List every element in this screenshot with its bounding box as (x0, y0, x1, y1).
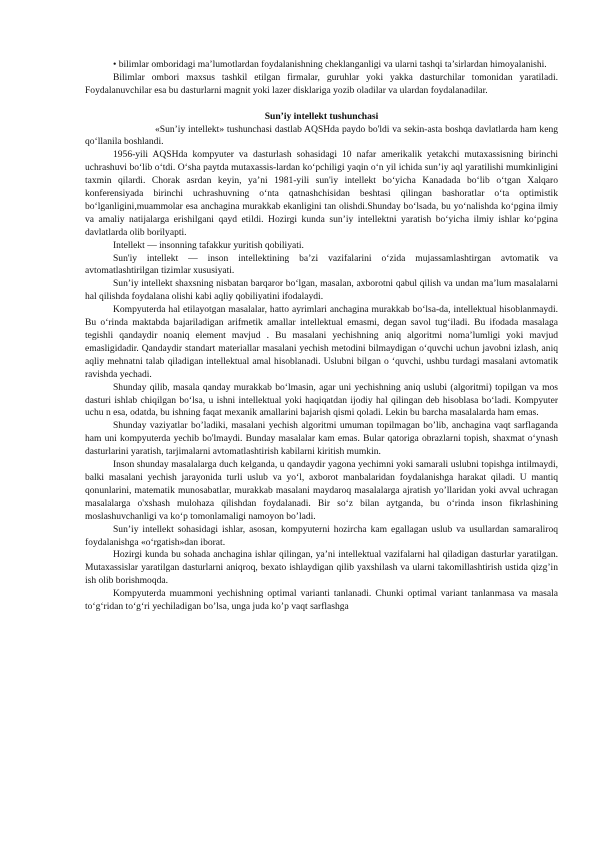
body-paragraph: Hozirgi kunda bu sohada anchagina ishlar qilingan, ya’ni intellektual vazifalarni hal qiladigan dasturlar yaratilgan. Mutaxassislar yaratilgan dasturlarni aniqroq, bexato ishlaydigan qilib yaxshilash va ularni takomillashtirish ustida qizg’in ish olib borishmoqda. (85, 549, 558, 587)
body-paragraph: Shunday vaziyatlar bo’ladiki, masalani yechish algoritmi umuman topilmagan bo’lib, anchagina vaqt sarflaganda ham uni kompyuterda yechib bo'lmaydi. Bunday masalalar kam emas. Bular qatoriga obrazlarni topish, shaxmat o‘ynash dasturlarini yaratish, tarjimalarni avtomatlashtirish kabilarni kiritish mumkin. (85, 420, 558, 458)
intro-paragraph: • bilimlar omboridagi ma’lumotlardan foydalanishning cheklanganligi va ularni tashqi ta’sirlardan himoyalanishi. (113, 59, 547, 70)
body-paragraph: Sun’iy intellekt sohasidagi ishlar, asosan, kompyuterni hozircha kam egallagan uslub va usullardan samaraliroq foydalanishga «o‘rgatish»dan iborat. (85, 523, 558, 548)
body-paragraph: «Sun’iy intellekt» tushunchasi dastlab AQSHda paydo bo'ldi va sekin-asta boshqa davlatlarda ham keng qo‘llanila boshlandi. (85, 123, 558, 148)
body-paragraph: Shunday qilib, masala qanday murakkab bo‘lmasin, agar uni yechishning aniq uslubi (algoritmi) topilgan va mos dasturi ishlab chiqilgan bo‘lsa, u ishni intellektual yoki haqiqatdan ijodiy hal qilingan deb hisoblasa bo‘ladi. Kompyuter uchu n esa, odatda, bu ishning faqat mexanik amallarini bajarish qismi qoladi. Lekin bu barcha masalalarda ham emas. (85, 381, 558, 419)
section-title: Sun’iy intellekt tushunchasi (264, 110, 379, 122)
body-paragraph: Intellekt — insonning tafakkur yuritish qobiliyati. (113, 239, 304, 251)
section-spacer (85, 98, 558, 111)
body-paragraph: Kompyuterda muammoni yechishning optimal varianti tanlanadi. Chunki optimal variant tanlanmasa va masala to‘g‘ridan to‘g‘ri yechiladigan bo’lsa, unga juda ko’p vaqt sarflashga (85, 588, 558, 613)
body-paragraph: Sun’iy intellekt shaxsning nisbatan barqaror bo‘lgan, masalan, axborotni qabul qilish va undan ma’lum masalalarni hal qilishda foydalana olishi kabi aqliy qobiliyatini ifodalaydi. (85, 278, 558, 303)
body-paragraph: Kompyuterda hal etilayotgan masalalar, hatto ayrimlari anchagina murakkab bo‘lsa-da, intellektual hisoblanmaydi. Bu o‘rinda maktabda bajariladigan arifmetik amallar intellektual emasmi, degan savol tug‘iladi. Bu ifodada masalaga tegishli qandaydir noaniq element mavjud . Bu masalani yechishning aniq algoritmi noma’lumligi yoki mavjud emasligidadir. Qandaydir standart materiallar masalani yechish metodini bilmaydigan o‘quvchi uchun javobni izlash, aniq aqliy mehnatni talab qiladigan intellektual amal hisoblanadi. Uslubni bilgan o ‘quvchi, ushbu turdagi masalani avtomatik ravishda yechadi. (85, 304, 558, 380)
body-paragraph: Sun'iy intellekt — inson intellektining ba’zi vazifalarini o‘zida mujassamlashtirgan avtomatik va avtomatlashtirilgan tizimlar xususiyati. (85, 252, 558, 277)
intro-paragraph: Bilimlar ombori maxsus tashkil etilgan firmalar, guruhlar yoki yakka dasturchilar tomonidan yaratiladi. Foydalanuvchilar esa bu dasturlarni magnit yoki lazer disklariga yozib oladilar va ulardan foydalanadilar. (85, 71, 558, 96)
body-paragraph: 1956-yili AQSHda kompyuter va dasturlash sohasidagi 10 nafar amerikalik yetakchi mutaxassisning birinchi uchrashuvi bo‘lib o‘tdi. O‘sha paytda mutaxassis-lardan ko‘pchiligi yaqin o‘n yil ichida sun’iy aql yaratilishi mumkinligini taxmin qilardi. Chorak asrdan keyin, ya’ni 1981-yili sun'iy intellekt bo‘yicha Kanadada bo‘lib o‘tgan Xalqaro konferensiyada birinchi uchrashuvning o‘nta qatnashchisidan beshtasi qilingan bashoratlar o‘ta optimistik bo‘lganligini,muammolar esa anchagina murakkab ekanligini tan olishdi.Shunday bo‘lsada, bu yo‘nalishda ko‘pgina ilmiy va amaliy natijalarga erishilgani qayd etildi. Hozirgi kunda sun’iy intellektni yaratish bo‘yicha ilmiy ishlar ko‘pgina davlatlarda olib borilyapti. (85, 149, 558, 238)
body-paragraph: Inson shunday masalalarga duch kelganda, u qandaydir yagona yechimni yoki samarali uslubni topishga intilmaydi, balki masalani yechish jarayonida turli uslub va yo‘l, axborot manbalaridan foydalanishga harakat qiladi. U mantiq qonunlarini, matematik munosabatlar, murakkab masalani maydaroq masalalarga ajratish yo’llaridan yoki avval uchragan masalalarga o'xshash mulohaza qilishdan foydalanadi. Bir so‘z bilan aytganda, bu o‘rinda inson fikrlashining moslashuvchanligi va ko‘p tomonlamaligi namoyon bo’ladi. (85, 459, 558, 522)
